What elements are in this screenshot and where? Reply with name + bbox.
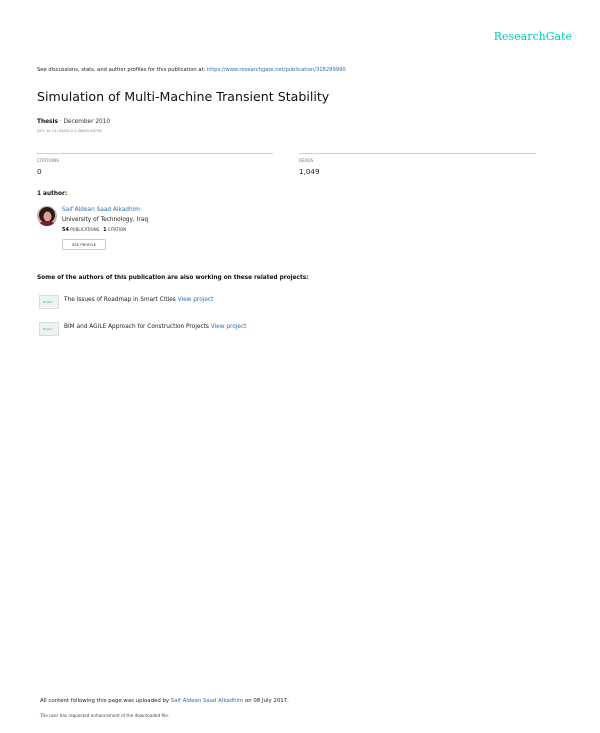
reads-divider xyxy=(299,153,536,154)
project-title: BIM and AGILE Approach for Construction Projects xyxy=(64,324,209,330)
publication-type: Thesis xyxy=(37,119,58,125)
researchgate-logo[interactable]: ResearchGate xyxy=(493,30,572,43)
citations-value: 0 xyxy=(37,167,42,176)
author-name-link[interactable]: Saif Aldean Saad Alkadhim xyxy=(62,207,140,213)
reads-label: READS xyxy=(299,158,314,163)
author-publications-count: 54 xyxy=(62,227,69,233)
publication-doi: DOI: 10.13140/RG.2.2.36800.48728 xyxy=(37,129,102,133)
author-stats xyxy=(62,227,126,233)
enhancement-note: The user has requested enhancement of the downloaded file. xyxy=(40,713,170,718)
view-project-link[interactable]: View project xyxy=(177,297,214,303)
publication-date: December 2010 xyxy=(63,119,111,125)
disclaimer xyxy=(37,67,346,73)
project-icon-label: Project xyxy=(43,301,52,304)
publication-type-line xyxy=(37,119,110,125)
project-icon xyxy=(39,322,59,336)
separator-dot: · xyxy=(59,119,62,125)
see-profile-button[interactable]: SEE PROFILE xyxy=(62,239,106,250)
upload-prefix: All content following this page was uploaded by xyxy=(40,698,171,704)
project-icon-label: Project xyxy=(43,328,52,331)
page-title: Simulation of Multi-Machine Transient Stability xyxy=(37,89,330,104)
uploader-link[interactable]: Saif Aldean Saad Alkadhim xyxy=(170,698,244,704)
project-item xyxy=(64,324,246,330)
related-projects-heading: Some of the authors of this publication are also working on these related projects: xyxy=(37,275,309,281)
view-project-link[interactable]: View project xyxy=(210,324,247,330)
upload-suffix: on 08 July 2017. xyxy=(243,698,289,704)
citations-label: CITATIONS xyxy=(37,158,59,163)
author-citations-count: 1 xyxy=(103,227,107,233)
disclaimer-text: See discussions, stats, and author profiles for this publication at: xyxy=(37,67,207,73)
citations-divider xyxy=(37,153,273,154)
author-citations-label: CITATION xyxy=(107,227,127,232)
project-title: The Issues of Roadmap in Smart Cities xyxy=(64,297,176,303)
authors-heading: 1 author: xyxy=(37,191,68,197)
author-avatar[interactable] xyxy=(37,206,57,226)
author-institution: University of Technology, Iraq xyxy=(62,217,148,223)
project-item xyxy=(64,297,213,303)
publication-url-link[interactable]: https://www.researchgate.net/publication/318299990 xyxy=(206,67,346,73)
project-icon xyxy=(39,295,59,309)
author-publications-label: PUBLICATIONS xyxy=(70,227,100,232)
upload-notice xyxy=(40,698,289,704)
reads-value: 1,049 xyxy=(299,167,320,176)
